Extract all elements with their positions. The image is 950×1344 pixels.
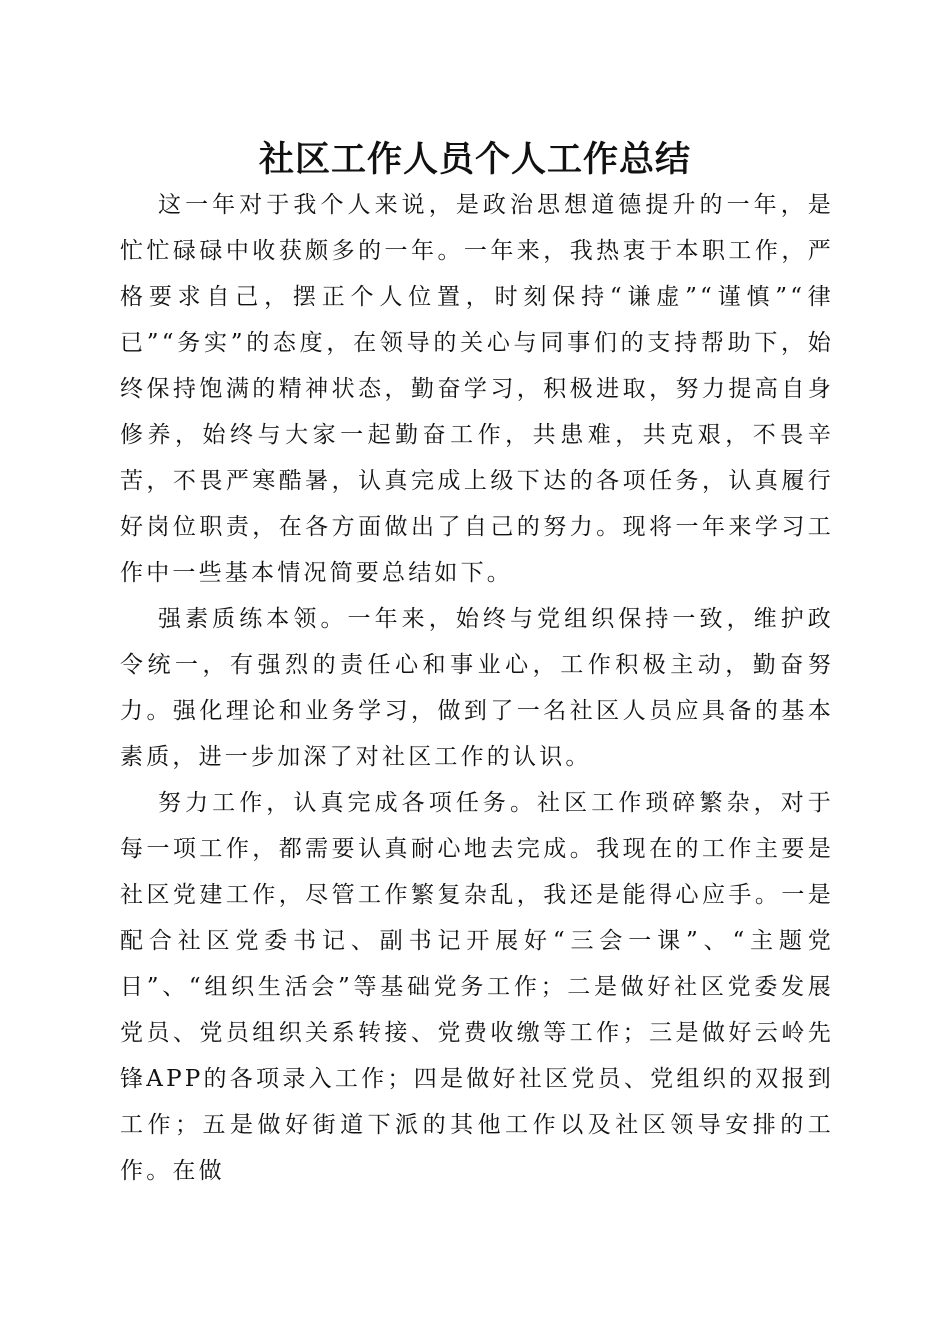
paragraph-tasks: 努力工作，认真完成各项任务。社区工作琐碎繁杂，对于每一项工作，都需要认真耐心地去完成。我现在的工作主要是社区党建工作，尽管工作繁复杂乱，我还是能得心应手。一是配合社区党委书记、副书记开展好“三会一课”、“主题党日”、“组织生活会”等基础党务工作；二是做好社区党委发展党员、党员组织关系转接、党费收缴等工作；三是做好云岭先锋APP的各项录入工作；四是做好社区党员、党组织的双报到工作；五是做好街道下派的其他工作以及社区领导安排的工作。在做 <box>120 790 834 1184</box>
document-title: 社区工作人员个人工作总结 <box>258 139 691 180</box>
paragraph-quality: 强素质练本领。一年来，始终与党组织保持一致，维护政令统一，有强烈的责任心和事业心，工作积极主动，勤奋努力。强化理论和业务学习，做到了一名社区人员应具备的基本素质，进一步加深了对社区工作的认识。 <box>120 606 834 770</box>
document-body <box>120 182 834 1194</box>
paragraph-intro: 这一年对于我个人来说，是政治思想道德提升的一年，是忙忙碌碌中收获颇多的一年。一年来，我热衷于本职工作，严格要求自己，摆正个人位置，时刻保持“谦虚”“谨慎”“律已”“务实”的态度，在领导的关心与同事们的支持帮助下，始终保持饱满的精神状态，勤奋学习，积极进取，努力提高自身修养，始终与大家一起勤奋工作，共患难，共克艰，不畏辛苦，不畏严寒酷暑，认真完成上级下达的各项任务，认真履行好岗位职责，在各方面做出了自己的努力。现将一年来学习工作中一些基本情况简要总结如下。 <box>120 192 834 586</box>
